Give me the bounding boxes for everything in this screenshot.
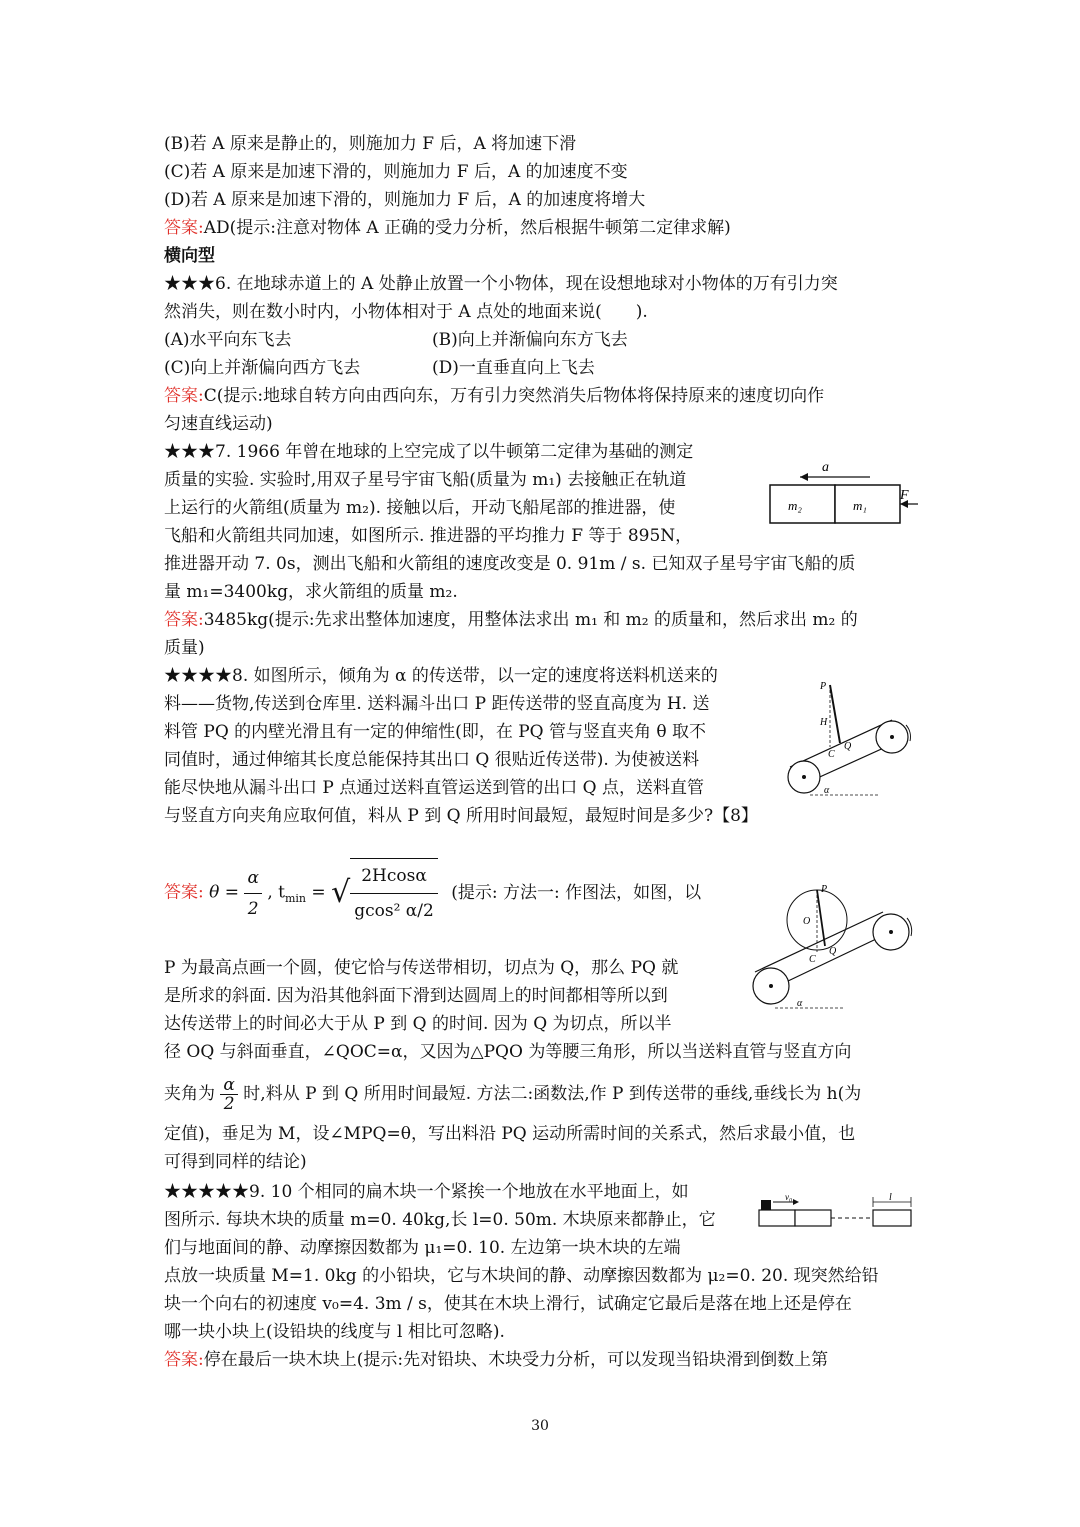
answer-label: 答案: (164, 386, 204, 406)
arrow-head-icon (800, 473, 808, 481)
section-heading: 横向型 (164, 246, 215, 266)
q8-line-3: 料管 PQ 的内壁光滑且有一定的伸缩性(即，在 PQ 管与竖直夹角 θ 取不 (164, 722, 707, 742)
fraction-denominator: 2 (223, 1094, 235, 1114)
page-number: 30 (531, 1418, 549, 1434)
answer-9-line (164, 1350, 828, 1370)
answer-8-formula-line (164, 858, 701, 928)
q6-option-d: (D)一直垂直向上飞去 (432, 358, 595, 378)
answer-7-line (164, 610, 858, 630)
figure-8-conveyor-diagram (780, 675, 920, 805)
pulley-axle (889, 930, 893, 934)
q8-line-1: ★★★★8. 如图所示，倾角为 α 的传送带，以一定的速度将送料机送来的 (164, 666, 718, 686)
answer-6-line-2: 匀速直线运动) (164, 414, 273, 434)
answer-text: 3485kg(提示:先求出整体加速度，用整体法求出 m₁ 和 m₂ 的质量和，然后求出 m₂ 的 (203, 610, 858, 630)
label-P: P (821, 884, 828, 895)
fraction-numerator: α (244, 863, 261, 894)
angle-text: 夹角为 (164, 1084, 215, 1104)
answer-text: C(提示:地球自转方向由西向东，万有引力突然消失后物体将保持原来的速度切向作 (203, 386, 825, 406)
answer-label: 答案: (164, 882, 204, 903)
answer-8-line-2: P 为最高点画一个圆，使它恰与传送带相切，切点为 Q，那么 PQ 就 (164, 958, 679, 978)
q8-line-2: 料——货物,传送到仓库里. 送料漏斗出口 P 距传送带的竖直高度为 H. 送 (164, 694, 710, 714)
pulley-axle (890, 735, 894, 739)
answer-8-line-3: 是所求的斜面. 因为沿其他斜面下滑到达圆周上的时间都相等所以到 (164, 986, 668, 1006)
belt-top-line (755, 912, 883, 972)
label-l: l (889, 1192, 892, 1203)
theta-symbol: θ = (209, 882, 240, 903)
label-a: a (822, 460, 829, 475)
label-Q: Q (844, 741, 852, 752)
label-alpha: α (824, 785, 830, 796)
figure-9-blocks-diagram (755, 1192, 915, 1232)
label-O: O (803, 916, 811, 927)
method-two-text: 时,料从 P 到 Q 所用时间最短. 方法二:函数法,作 P 到传送带的垂线,垂线长为 h(为 (243, 1084, 862, 1104)
q7-line-5: 推进器开动 7. 0s，测出飞船和火箭组的速度改变是 0. 91m / s. 已知双子星号宇宙飞船的质 (164, 554, 856, 574)
tmin-subscript: min (284, 891, 307, 905)
q8-line-6: 与竖直方向夹角应取何值，料从 P 到 Q 所用时间最短，最短时间是多少?【8】 (164, 806, 758, 826)
figure-7-spacecraft-diagram (760, 455, 920, 530)
sqrt-fraction (350, 858, 438, 928)
fraction-numerator: α (220, 1076, 237, 1095)
q7-line-6: 量 m₁=3400kg，求火箭组的质量 m₂. (164, 582, 458, 602)
option-c-line: (C)若 A 原来是加速下滑的，则施加力 F 后，A 的加速度不变 (164, 162, 628, 182)
q6-option-a: (A)水平向东飞去 (164, 330, 292, 350)
q8-line-4: 同值时，通过伸缩其长度总能保持其出口 Q 很贴近传送带). 为使被送料 (164, 750, 700, 770)
sqrt-numerator: 2Hcosα (350, 859, 438, 894)
fraction-denominator: 2 (247, 898, 259, 919)
label-C: C (809, 954, 816, 965)
label-alpha: α (797, 998, 803, 1009)
answer-label: 答案: (164, 1350, 204, 1370)
spacecraft-block-m1 (835, 485, 900, 523)
label-v0: v₀ (785, 1192, 793, 1202)
answer-8-line-4: 达传送带上的时间必大于从 P 到 Q 的时间. 因为 Q 为切点，所以半 (164, 1014, 672, 1034)
q7-line-3: 上运行的火箭组(质量为 m₂). 接触以后，开动飞船尾部的推进器，使 (164, 498, 676, 518)
label-C: C (828, 749, 835, 760)
answer-label: 答案: (164, 610, 204, 630)
pulley-axle (769, 984, 773, 988)
q7-line-2: 质量的实验. 实验时,用双子星号宇宙飞船(质量为 m₁) 去接触正在轨道 (164, 470, 687, 490)
answer-6-line (164, 386, 824, 406)
alpha-over-two-fraction (244, 863, 261, 924)
label-m2: m₂ (788, 498, 802, 513)
q7-line-1: ★★★7. 1966 年曾在地球的上空完成了以牛顿第二定律为基础的测定 (164, 442, 694, 462)
q7-line-4: 飞船和火箭组共同加速，如图所示. 推进器的平均推力 F 等于 895N， (164, 526, 693, 546)
wood-block (873, 1210, 911, 1226)
q9-line-5: 块一个向右的初速度 v₀=4. 3m / s，使其在木块上滑行，试确定它最后是落在地上还是停在 (164, 1294, 852, 1314)
pq-line (817, 890, 825, 946)
q9-line-6: 哪一块小块上(设铅块的线度与 l 相比可忽略). (164, 1322, 505, 1342)
answer-8-line-5: 径 OQ 与斜面垂直，∠QOC=α，又因为△PQO 为等腰三角形，所以当送料直管与竖直方向 (164, 1042, 852, 1062)
feed-pipe (830, 685, 840, 743)
arrow-head-icon (793, 1199, 799, 1205)
figure-8-solution-diagram (745, 880, 925, 1020)
label-m1: m₁ (853, 498, 867, 513)
answer-5-line (164, 218, 731, 238)
equals-sign: = (311, 882, 326, 903)
rocket-block-m2 (770, 485, 835, 523)
q6-line-2: 然消失，则在数小时内，小物体相对于 A 点处的地面来说( ). (164, 302, 648, 322)
answer-7-line-2: 质量) (164, 638, 205, 658)
q6-option-b: (B)向上并渐偏向东方飞去 (432, 330, 628, 350)
q6-option-c: (C)向上并渐偏向西方飞去 (164, 358, 361, 378)
label-Q: Q (829, 946, 837, 957)
option-b-line: (B)若 A 原来是静止的，则施加力 F 后，A 将加速下滑 (164, 134, 577, 154)
answer-8-line-7: 定值)，垂足为 M，设∠MPQ=θ，写出料沿 PQ 运动所需时间的关系式，然后求最小值，也 (164, 1124, 856, 1144)
q9-line-3: 们与地面间的静、动摩擦因数都为 μ₁=0. 10. 左边第一块木块的左端 (164, 1238, 681, 1258)
alpha-half-fraction (220, 1076, 237, 1113)
answer-text: AD(提示:注意对物体 A 正确的受力分析，然后根据牛顿第二定律求解) (203, 218, 731, 238)
option-d-line: (D)若 A 原来是加速下滑的，则施加力 F 后，A 的加速度将增大 (164, 190, 646, 210)
answer-label: 答案: (164, 218, 204, 238)
answer-8-line-6 (164, 1074, 861, 1114)
label-P: P (820, 681, 827, 692)
label-F: F (900, 488, 909, 503)
sqrt-sign: √ (331, 875, 351, 910)
q6-line-1: ★★★6. 在地球赤道上的 A 处静止放置一个小物体，现在设想地球对小物体的万有引力突 (164, 274, 838, 294)
wood-block (795, 1210, 831, 1226)
tmin-symbol: , t (267, 882, 285, 903)
answer-8-line-8: 可得到同样的结论) (164, 1152, 307, 1172)
q9-line-1: ★★★★★9. 10 个相同的扁木块一个紧挨一个地放在水平地面上，如 (164, 1182, 689, 1202)
lead-block (761, 1200, 771, 1210)
q9-line-2: 图所示. 每块木块的质量 m=0. 40kg,长 l=0. 50m. 木块原来都静止，它 (164, 1210, 716, 1230)
label-H: H (820, 717, 828, 728)
answer-text: 停在最后一块木块上(提示:先对铅块、木块受力分析，可以发现当铅块滑到倒数上第 (203, 1350, 829, 1370)
wood-block (759, 1210, 795, 1226)
hint-text: (提示: 方法一: 作图法，如图，以 (451, 882, 702, 903)
pulley-axle (802, 775, 806, 779)
belt-top-line (790, 720, 892, 767)
sqrt-denominator: gcos² α/2 (354, 901, 434, 921)
q9-line-4: 点放一块质量 M=1. 0kg 的小铅块，它与木块间的静、动摩擦因数都为 μ₂=0. 20. 现突然给铅 (164, 1266, 879, 1286)
q8-line-5: 能尽快地从漏斗出口 P 点通过送料直管运送到管的出口 Q 点，送料直管 (164, 778, 704, 798)
